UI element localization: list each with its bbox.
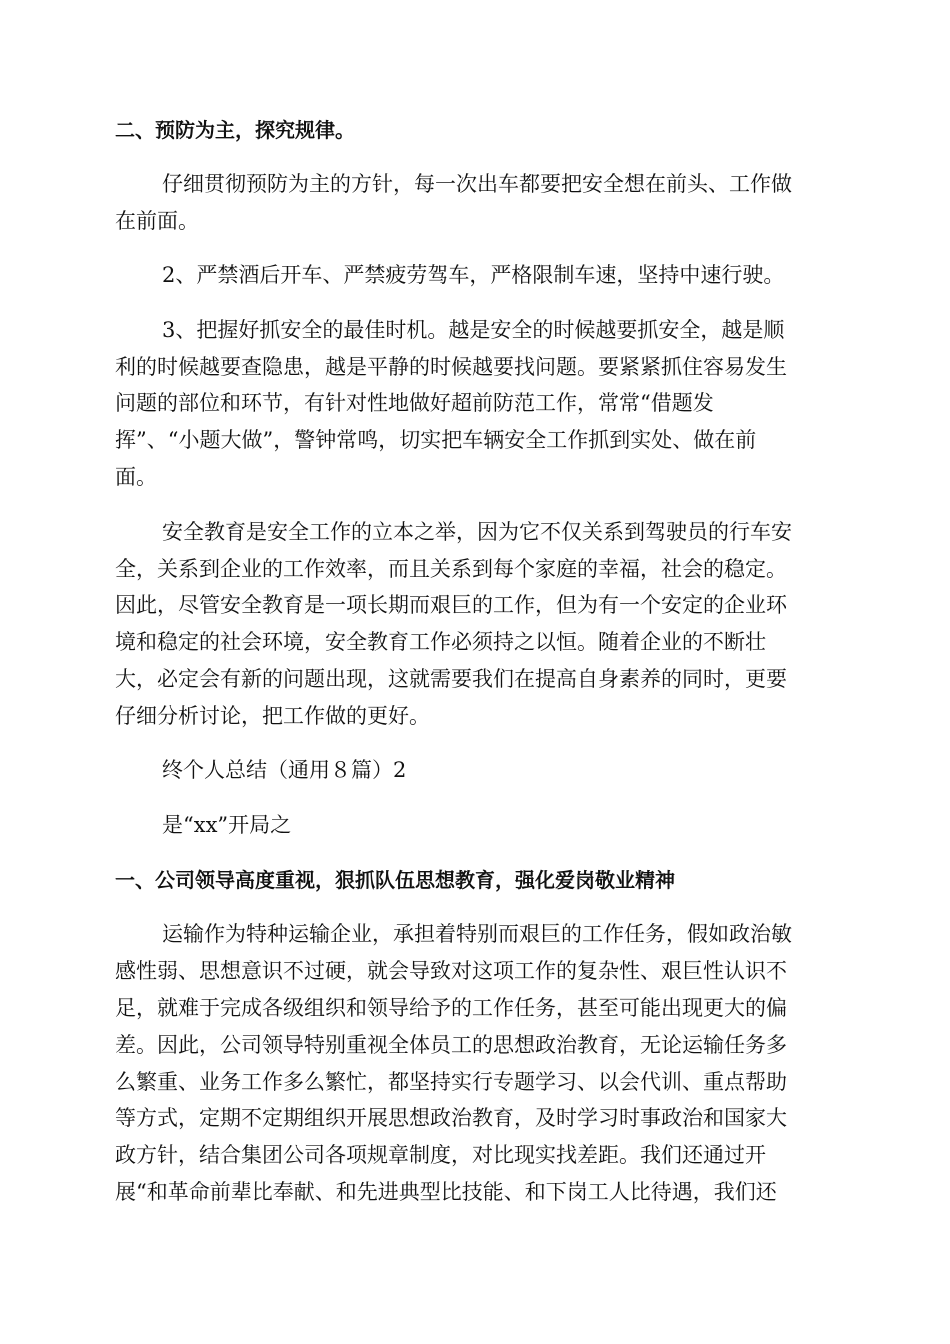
paragraph-line: 在前面。: [115, 209, 199, 233]
paragraph-line: 挥”、“小题大做”，警钟常鸣，切实把车辆安全工作抓到实处、做在前: [115, 428, 757, 452]
paragraph-line: 是“xx”开局之: [162, 813, 292, 837]
paragraph-line: 么繁重、业务工作多么繁忙，都坚持实行专题学习、以会代训、重点帮助: [115, 1070, 787, 1094]
summary-title-line: 终个人总结（通用８篇）2: [162, 758, 407, 782]
paragraph-line: 大，必定会有新的问题出现，这就需要我们在提高自身素养的同时，更要: [115, 667, 787, 691]
paragraph-line: 安全教育是安全工作的立本之举，因为它不仅关系到驾驶员的行车安: [162, 520, 792, 544]
section-heading-leadership: 一、公司领导高度重视，狠抓队伍思想教育，强化爱岗敬业精神: [115, 868, 675, 892]
paragraph-line: 等方式，定期不定期组织开展思想政治教育，及时学习时事政治和国家大: [115, 1106, 787, 1130]
paragraph-line: 运输作为特种运输企业，承担着特别而艰巨的工作任务，假如政治敏: [162, 922, 792, 946]
paragraph-line: 足，就难于完成各级组织和领导给予的工作任务，甚至可能出现更大的偏: [115, 996, 787, 1020]
paragraph-line: 仔细贯彻预防为主的方针，每一次出车都要把安全想在前头、工作做: [162, 172, 792, 196]
paragraph-line: 全，关系到企业的工作效率，而且关系到每个家庭的幸福，社会的稳定。: [115, 557, 787, 581]
paragraph-line: 差。因此，公司领导特别重视全体员工的思想政治教育，无论运输任务多: [115, 1033, 787, 1057]
paragraph-line: 面。: [115, 465, 157, 489]
section-heading-prevention: 二、预防为主，探究规律。: [115, 118, 355, 142]
paragraph-line: 利的时候越要查隐患，越是平静的时候越要找问题。要紧紧抓住容易发生: [115, 355, 787, 379]
paragraph-line: 仔细分析讨论，把工作做的更好。: [115, 704, 430, 728]
paragraph-line: 2、严禁酒后开车、严禁疲劳驾车，严格限制车速，坚持中速行驶。: [162, 263, 785, 287]
paragraph-line: 展“和革命前辈比奉献、和先进典型比技能、和下岗工人比待遇，我们还: [115, 1180, 777, 1204]
paragraph-line: 感性弱、思想意识不过硬，就会导致对这项工作的复杂性、艰巨性认识不: [115, 959, 787, 983]
paragraph-line: 政方针，结合集团公司各项规章制度，对比现实找差距。我们还通过开: [115, 1143, 766, 1167]
paragraph-line: 问题的部位和环节，有针对性地做好超前防范工作，常常“借题发: [115, 391, 714, 415]
paragraph-line: 境和稳定的社会环境，安全教育工作必须持之以恒。随着企业的不断壮: [115, 630, 766, 654]
paragraph-line: 3、把握好抓安全的最佳时机。越是安全的时候越要抓安全，越是顺: [162, 318, 785, 342]
paragraph-line: 因此，尽管安全教育是一项长期而艰巨的工作，但为有一个安定的企业环: [115, 593, 787, 617]
